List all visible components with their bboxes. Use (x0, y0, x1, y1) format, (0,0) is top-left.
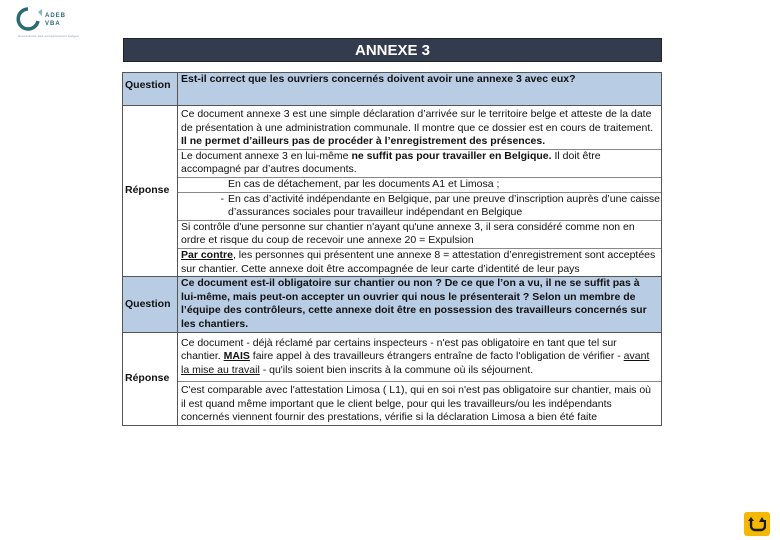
logo-tagline: Association des entrepreneurs belges (18, 34, 79, 38)
answer-row-1 (123, 106, 662, 277)
answer2-paragraph-1: Ce document - déjà réclamé par certains inspecteurs - n'est pas obligatoire en tant que tel sur chantier. MAIS faire appel à des travailleurs étrangers entraîne de facto l'obligation de vérifier - avant la mise au travail - qu'ils soient bien inscrits à la commune où ils séjournent. (178, 333, 661, 383)
answer-paragraph-1: Ce document annexe 3 est une simple déclaration d’arrivée sur le territoire belge et atteste de la date de présentation à une administration communale. Il montre que ce dossier est en cours de traitement. Il ne permet d’ailleurs pas de procéder à l’enregistrement des présences. (178, 106, 661, 150)
answer-paragraph-2: Le document annexe 3 en lui-même ne suffit pas pour travailler en Belgique. Il doit être accompagné par d’autres documents. (178, 150, 661, 178)
answer-list-item-1: En cas de détachement, par les documents A1 et Limosa ; (178, 178, 661, 193)
question-row-1 (123, 73, 662, 106)
return-button[interactable] (744, 512, 770, 536)
question-label: Question (123, 73, 178, 106)
answer2-paragraph-2: C'est comparable avec l'attestation Limosa ( L1), qui en soi n'est pas obligatoire sur chantier, mais où il est quand même important que le client belge, pour qui les travailleurs/ou les indépendants concernés viennent fournir des prestations, vérifie si la déclaration Limosa a bien été faite (181, 384, 652, 424)
answer-cell (178, 106, 662, 277)
answer-row-2 (123, 332, 662, 426)
page-title: ANNEXE 3 (123, 38, 662, 62)
logo-name: ADEB VBA (45, 13, 67, 27)
question-row-2 (123, 277, 662, 332)
answer-cell-2 (178, 332, 662, 426)
logo-mark-icon (14, 6, 44, 32)
faq-table (122, 72, 662, 426)
answer-paragraph-3: Si contrôle d'une personne sur chantier n'ayant qu'une annexe 3, il sera considéré comme non en ordre et risque du coup de recevoir une annexe 20 = Expulsion (178, 221, 661, 249)
logo (14, 6, 79, 38)
answer-paragraph-4: Par contre, les personnes qui présentent une annexe 8 = attestation d’enregistrement sont acceptées sur chantier. Cette annexe doit être accompagnée de leur carte d’identité de leur pays (181, 248, 656, 275)
question-text: Est-il correct que les ouvriers concernés doivent avoir une annexe 3 avec eux? (178, 73, 662, 106)
question-text-2: Ce document est-il obligatoire sur chantier ou non ? De ce que l’on a vu, il ne se suffit pas à lui-même, mais peut-on accepter un ouvrier qui nous le présenterait ? Selon un membre de l’équipe des contrôleurs, cette annexe doit être en possession des travailleurs concernés sur les chantiers. (178, 277, 662, 332)
answer-label: Réponse (123, 106, 178, 277)
answer-list-item-2: - En cas d’activité indépendante en Belgique, par une preuve d’inscription auprès d’une caisse d’assurances sociales pour travailleur indépendant en Belgique (178, 193, 661, 221)
question-label-2: Question (123, 277, 178, 332)
answer-label-2: Réponse (123, 332, 178, 426)
return-arrow-icon (748, 516, 766, 532)
